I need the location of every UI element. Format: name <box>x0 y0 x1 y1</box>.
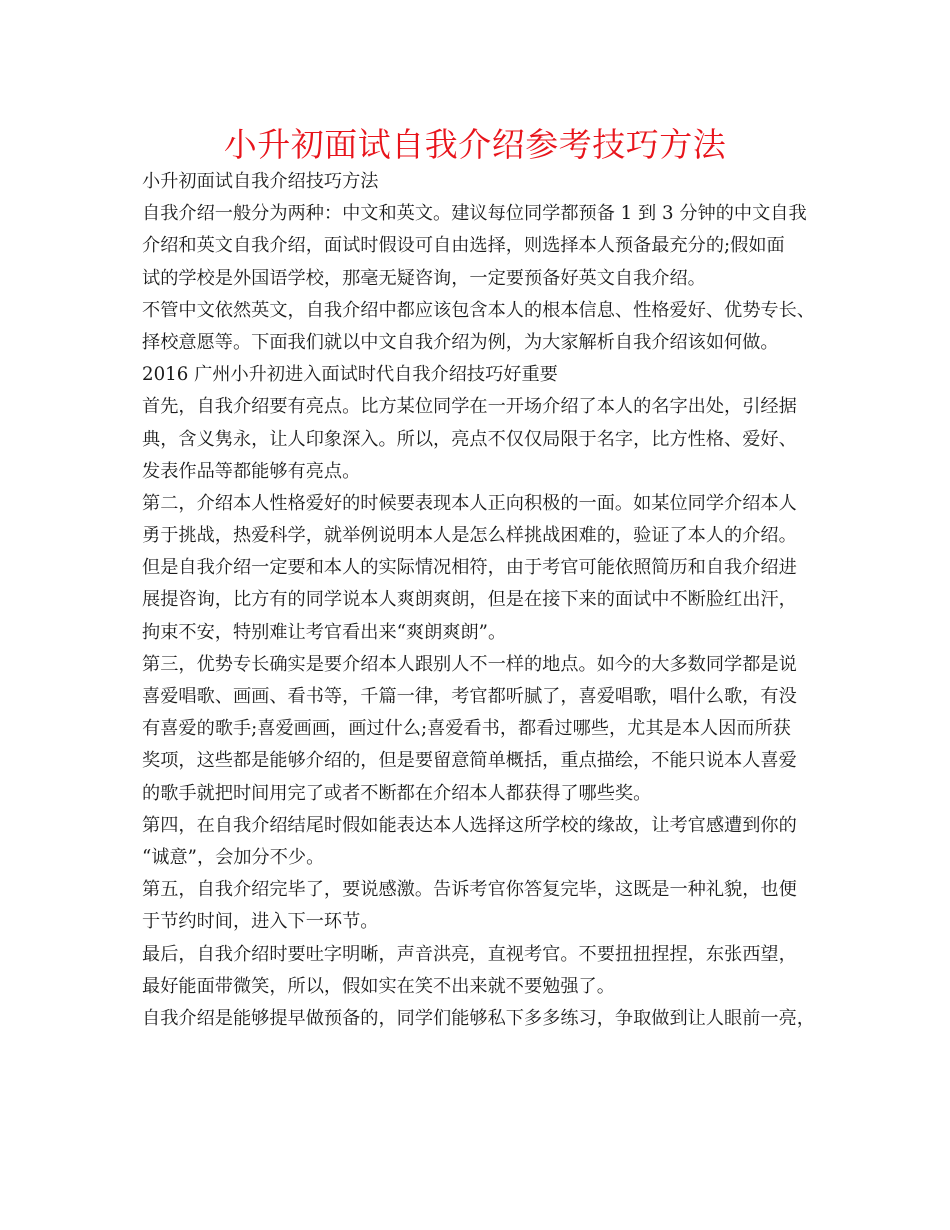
text-line: 于节约时间，进入下一环节。 <box>142 911 379 933</box>
paragraph <box>142 166 822 198</box>
text-line: 最后，自我介绍时要吐字明晰，声音洪亮，直视考官。不要扭扭捏捏，东张西望， <box>142 943 797 965</box>
text-line: 试的学校是外国语学校，那毫无疑咨询，一定要预备好英文自我介绍。 <box>142 267 706 289</box>
paragraph <box>142 391 822 488</box>
text-line: 但是自我介绍一定要和本人的实际情况相符，由于考官可能依照简历和自我介绍进 <box>142 557 797 579</box>
text-line: 喜爱唱歌、画画、看书等，千篇一律，考官都听腻了，喜爱唱歌，唱什么歌，有没 <box>142 686 797 707</box>
text-line: 2016 广州小升初进入面试时代自我介绍技巧好重要 <box>142 364 558 386</box>
text-line: 小升初面试自我介绍技巧方法 <box>142 171 379 192</box>
text-line: 拘束不安，特别难让考官看出来“爽朗爽朗”。 <box>142 621 507 643</box>
text-line: 最好能面带微笑，所以，假如实在笑不出来就不要勉强了。 <box>142 975 615 997</box>
text-line: 第四，在自我介绍结尾时假如能表达本人选择这所学校的缘故，让考官感遭到你的 <box>142 814 797 836</box>
text-line: 首先，自我介绍要有亮点。比方某位同学在一开场介绍了本人的名字出处，引经据 <box>142 396 797 418</box>
text-line: 勇于挑战，热爱科学，就举例说明本人是怎么样挑战困难的，验证了本人的介绍。 <box>142 525 797 547</box>
paragraph <box>142 874 822 938</box>
paragraph <box>142 1003 822 1035</box>
document-title: 小升初面试自我介绍参考技巧方法 <box>223 125 727 164</box>
text-line: 发表作品等都能够有亮点。 <box>142 460 361 482</box>
text-line: 择校意愿等。下面我们就以中文自我介绍为例，为大家解析自我介绍该如何做。 <box>142 331 779 353</box>
text-line: 第五，自我介绍完毕了，要说感激。告诉考官你答复完毕，这既是一种礼貌，也便 <box>142 879 797 901</box>
text-line: 展提咨询，比方有的同学说本人爽朗爽朗，但是在接下来的面试中不断脸红出汗， <box>142 589 797 611</box>
text-line: 介绍和英文自我介绍，面试时假设可自由选择，则选择本人预备最充分的;假如面 <box>142 235 785 257</box>
paragraph <box>142 198 822 295</box>
text-line: 自我介绍是能够提早做预备的，同学们能够私下多多练习，争取做到让人眼前一亮， <box>142 1007 815 1029</box>
text-line: 有喜爱的歌手;喜爱画画，画过什么;喜爱看书，都看过哪些，尤其是本人因而所获 <box>142 718 791 740</box>
text-line: 奖项，这些都是能够介绍的，但是要留意简单概括，重点描绘，不能只说本人喜爱 <box>142 750 797 772</box>
text-line: 的歌手就把时间用完了或者不断都在介绍本人都获得了哪些奖。 <box>142 782 652 804</box>
text-line: 第三，优势专长确实是要介绍本人跟别人不一样的地点。如今的大多数同学都是说 <box>142 653 797 675</box>
text-line: “诚意”，会加分不少。 <box>142 846 325 868</box>
document-body <box>142 166 822 1035</box>
text-line: 典，含义隽永，让人印象深入。所以，亮点不仅仅局限于名字，比方性格、爱好、 <box>142 428 797 450</box>
text-line: 自我介绍一般分为两种：中文和英文。建议每位同学都预备 1 到 3 分钟的中文自我 <box>142 203 807 225</box>
text-line: 不管中文依然英文，自我介绍中都应该包含本人的根本信息、性格爱好、优势专长、 <box>142 299 815 321</box>
paragraph <box>142 359 822 391</box>
paragraph <box>142 939 822 1003</box>
paragraph <box>142 488 822 649</box>
paragraph <box>142 810 822 874</box>
text-line: 第二，介绍本人性格爱好的时候要表现本人正向积极的一面。如某位同学介绍本人 <box>142 492 797 514</box>
paragraph <box>142 295 822 359</box>
paragraph <box>142 649 822 810</box>
